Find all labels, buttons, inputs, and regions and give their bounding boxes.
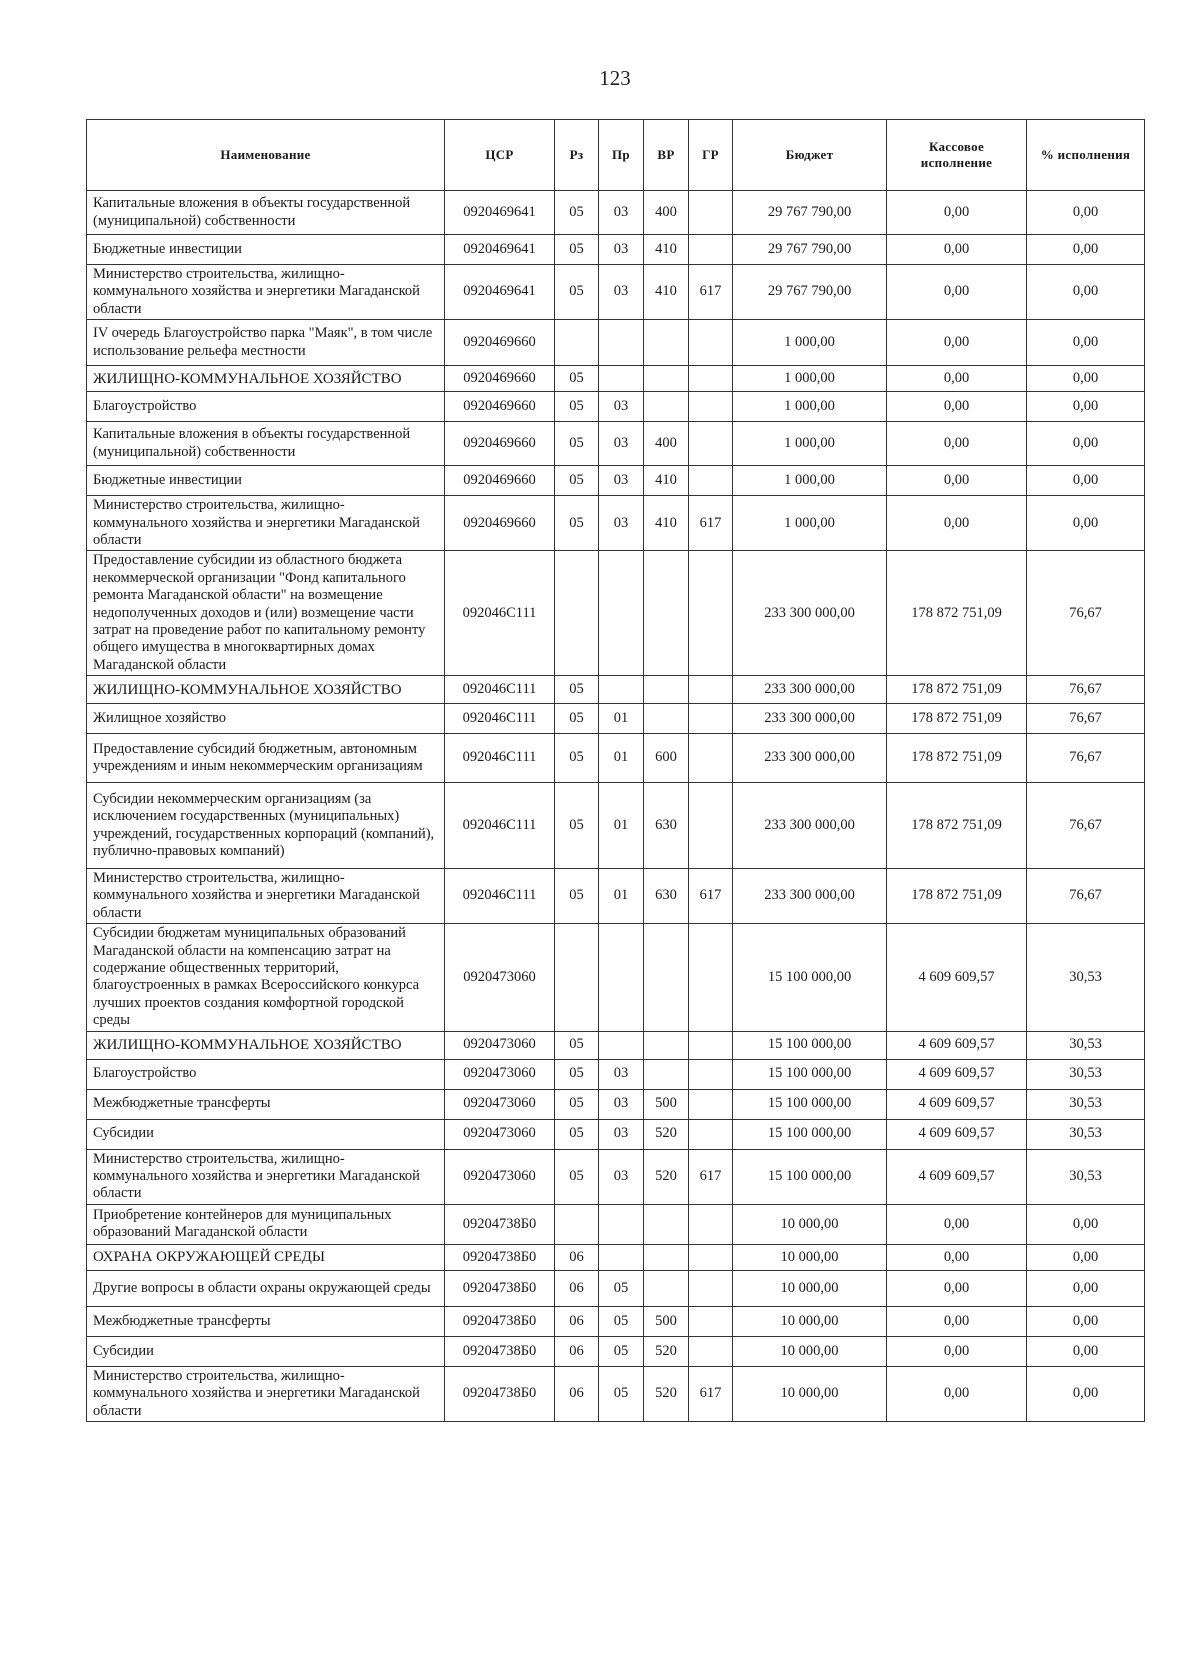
cell-gr <box>689 1059 733 1089</box>
cell-name: Субсидии бюджетам муниципальных образований Магаданской области на компенсацию затрат на содержание общественных территорий, благоустроенных в рамках Всероссийского конкурса лучших проектов создания комфортной городской среды <box>87 924 445 1031</box>
cell-rz: 05 <box>555 265 599 320</box>
table-row <box>87 704 1145 734</box>
cell-gr <box>689 1244 733 1270</box>
table-row <box>87 235 1145 265</box>
cell-budget: 1 000,00 <box>733 422 887 466</box>
cell-pr <box>599 320 644 366</box>
header-gr: ГР <box>689 120 733 191</box>
cell-percent-execution: 76,67 <box>1027 704 1145 734</box>
table-row <box>87 1059 1145 1089</box>
cell-csr: 0920469660 <box>445 320 555 366</box>
cell-pr: 03 <box>599 1089 644 1119</box>
cell-vr: 520 <box>644 1119 689 1149</box>
cell-vr <box>644 320 689 366</box>
cell-gr: 617 <box>689 869 733 924</box>
cell-pr: 03 <box>599 422 644 466</box>
cell-rz: 06 <box>555 1306 599 1336</box>
cell-percent-execution: 30,53 <box>1027 1089 1145 1119</box>
cell-rz: 06 <box>555 1366 599 1421</box>
cell-rz <box>555 320 599 366</box>
cell-cash-execution: 0,00 <box>887 422 1027 466</box>
cell-name: Капитальные вложения в объекты государственной (муниципальной) собственности <box>87 422 445 466</box>
table-row <box>87 1366 1145 1421</box>
cell-gr <box>689 734 733 783</box>
table-row <box>87 1031 1145 1059</box>
cell-csr: 0920469660 <box>445 392 555 422</box>
cell-cash-execution: 0,00 <box>887 1270 1027 1306</box>
cell-percent-execution: 0,00 <box>1027 1366 1145 1421</box>
cell-vr: 520 <box>644 1149 689 1204</box>
cell-name: Приобретение контейнеров для муниципальных образований Магаданской области <box>87 1204 445 1244</box>
cell-gr <box>689 676 733 704</box>
cell-pr: 03 <box>599 466 644 496</box>
cell-rz: 05 <box>555 392 599 422</box>
cell-cash-execution: 0,00 <box>887 392 1027 422</box>
header-cash-execution: Кассовое исполнение <box>887 120 1027 191</box>
table-row <box>87 1306 1145 1336</box>
cell-budget: 233 300 000,00 <box>733 783 887 869</box>
cell-vr <box>644 1244 689 1270</box>
cell-name: Субсидии некоммерческим организациям (за исключением государственных (муниципальных) учреждений, государственных корпораций (компаний), публично-правовых компаний) <box>87 783 445 869</box>
cell-gr <box>689 1031 733 1059</box>
cell-csr: 092046С111 <box>445 676 555 704</box>
cell-rz: 06 <box>555 1244 599 1270</box>
cell-vr: 520 <box>644 1366 689 1421</box>
cell-vr <box>644 1031 689 1059</box>
cell-budget: 1 000,00 <box>733 392 887 422</box>
cell-percent-execution: 76,67 <box>1027 869 1145 924</box>
cell-csr: 0920473060 <box>445 1059 555 1089</box>
cell-percent-execution: 0,00 <box>1027 1336 1145 1366</box>
table-row <box>87 1270 1145 1306</box>
cell-name: Благоустройство <box>87 1059 445 1089</box>
cell-percent-execution: 0,00 <box>1027 422 1145 466</box>
cell-pr <box>599 551 644 676</box>
cell-percent-execution: 0,00 <box>1027 496 1145 551</box>
cell-vr: 410 <box>644 235 689 265</box>
table-row <box>87 466 1145 496</box>
cell-budget: 1 000,00 <box>733 366 887 392</box>
cell-gr <box>689 392 733 422</box>
cell-rz: 05 <box>555 734 599 783</box>
cell-vr <box>644 704 689 734</box>
cell-name: Капитальные вложения в объекты государственной (муниципальной) собственности <box>87 191 445 235</box>
cell-percent-execution: 30,53 <box>1027 1149 1145 1204</box>
cell-pr <box>599 1244 644 1270</box>
cell-csr: 0920469641 <box>445 235 555 265</box>
cell-gr: 617 <box>689 496 733 551</box>
cell-rz: 05 <box>555 704 599 734</box>
cell-name: Министерство строительства, жилищно-коммунального хозяйства и энергетики Магаданской области <box>87 265 445 320</box>
cell-gr: 617 <box>689 1366 733 1421</box>
cell-percent-execution: 0,00 <box>1027 1204 1145 1244</box>
cell-budget: 1 000,00 <box>733 466 887 496</box>
cell-name: ЖИЛИЩНО-КОММУНАЛЬНОЕ ХОЗЯЙСТВО <box>87 1031 445 1059</box>
cell-name: Бюджетные инвестиции <box>87 235 445 265</box>
cell-csr: 0920469660 <box>445 466 555 496</box>
table-row <box>87 366 1145 392</box>
cell-vr: 500 <box>644 1306 689 1336</box>
cell-gr <box>689 422 733 466</box>
table-row <box>87 734 1145 783</box>
cell-rz: 05 <box>555 783 599 869</box>
cell-rz <box>555 924 599 1031</box>
cell-pr: 03 <box>599 191 644 235</box>
header-rz: Рз <box>555 120 599 191</box>
cell-gr <box>689 1089 733 1119</box>
table-row <box>87 496 1145 551</box>
cell-budget: 15 100 000,00 <box>733 1149 887 1204</box>
cell-gr <box>689 191 733 235</box>
table-row <box>87 1336 1145 1366</box>
cell-rz: 05 <box>555 869 599 924</box>
cell-name: Благоустройство <box>87 392 445 422</box>
table-row <box>87 392 1145 422</box>
cell-rz: 05 <box>555 191 599 235</box>
cell-vr: 630 <box>644 783 689 869</box>
cell-name: Субсидии <box>87 1336 445 1366</box>
cell-csr: 092046С111 <box>445 704 555 734</box>
cell-cash-execution: 4 609 609,57 <box>887 1149 1027 1204</box>
cell-cash-execution: 0,00 <box>887 235 1027 265</box>
cell-csr: 09204738Б0 <box>445 1270 555 1306</box>
cell-csr: 09204738Б0 <box>445 1366 555 1421</box>
cell-rz: 05 <box>555 422 599 466</box>
cell-cash-execution: 178 872 751,09 <box>887 783 1027 869</box>
cell-percent-execution: 30,53 <box>1027 1031 1145 1059</box>
table-row <box>87 1149 1145 1204</box>
cell-vr <box>644 1204 689 1244</box>
cell-pr: 05 <box>599 1270 644 1306</box>
cell-vr: 410 <box>644 466 689 496</box>
cell-name: Субсидии <box>87 1119 445 1149</box>
cell-rz: 06 <box>555 1270 599 1306</box>
cell-csr: 09204738Б0 <box>445 1306 555 1336</box>
header-row <box>87 120 1145 191</box>
cell-pr <box>599 366 644 392</box>
cell-vr: 410 <box>644 265 689 320</box>
cell-rz: 05 <box>555 1119 599 1149</box>
cell-name: Жилищное хозяйство <box>87 704 445 734</box>
cell-cash-execution: 178 872 751,09 <box>887 734 1027 783</box>
table-row <box>87 924 1145 1031</box>
cell-rz: 05 <box>555 1149 599 1204</box>
cell-rz <box>555 1204 599 1244</box>
cell-cash-execution: 178 872 751,09 <box>887 551 1027 676</box>
budget-execution-table <box>86 119 1145 1422</box>
cell-budget: 15 100 000,00 <box>733 1031 887 1059</box>
cell-name: Межбюджетные трансферты <box>87 1306 445 1336</box>
cell-name: ЖИЛИЩНО-КОММУНАЛЬНОЕ ХОЗЯЙСТВО <box>87 366 445 392</box>
cell-name: Межбюджетные трансферты <box>87 1089 445 1119</box>
cell-percent-execution: 0,00 <box>1027 366 1145 392</box>
table-row <box>87 551 1145 676</box>
cell-pr: 03 <box>599 1059 644 1089</box>
cell-cash-execution: 4 609 609,57 <box>887 924 1027 1031</box>
table-row <box>87 676 1145 704</box>
cell-pr: 03 <box>599 265 644 320</box>
cell-percent-execution: 0,00 <box>1027 1306 1145 1336</box>
cell-cash-execution: 4 609 609,57 <box>887 1031 1027 1059</box>
cell-csr: 0920469641 <box>445 191 555 235</box>
header-budget: Бюджет <box>733 120 887 191</box>
cell-pr: 03 <box>599 496 644 551</box>
cell-rz: 05 <box>555 466 599 496</box>
cell-pr: 01 <box>599 783 644 869</box>
cell-csr: 0920469660 <box>445 422 555 466</box>
cell-name: Министерство строительства, жилищно-коммунального хозяйства и энергетики Магаданской области <box>87 869 445 924</box>
cell-percent-execution: 0,00 <box>1027 466 1145 496</box>
page-number: 123 <box>599 66 631 90</box>
cell-percent-execution: 76,67 <box>1027 551 1145 676</box>
cell-rz: 05 <box>555 1059 599 1089</box>
cell-cash-execution: 0,00 <box>887 191 1027 235</box>
cell-cash-execution: 178 872 751,09 <box>887 869 1027 924</box>
cell-csr: 09204738Б0 <box>445 1244 555 1270</box>
cell-pr: 03 <box>599 1119 644 1149</box>
cell-vr: 630 <box>644 869 689 924</box>
cell-percent-execution: 0,00 <box>1027 392 1145 422</box>
cell-cash-execution: 0,00 <box>887 466 1027 496</box>
cell-vr <box>644 392 689 422</box>
cell-budget: 15 100 000,00 <box>733 1059 887 1089</box>
table-header <box>87 120 1145 191</box>
cell-csr: 0920473060 <box>445 1089 555 1119</box>
cell-cash-execution: 0,00 <box>887 1244 1027 1270</box>
cell-csr: 0920469660 <box>445 366 555 392</box>
cell-csr: 0920473060 <box>445 924 555 1031</box>
cell-budget: 29 767 790,00 <box>733 191 887 235</box>
cell-cash-execution: 4 609 609,57 <box>887 1089 1027 1119</box>
cell-name: Предоставление субсидий бюджетным, автономным учреждениям и иным некоммерческим организациям <box>87 734 445 783</box>
cell-percent-execution: 76,67 <box>1027 734 1145 783</box>
cell-rz: 05 <box>555 366 599 392</box>
cell-budget: 10 000,00 <box>733 1204 887 1244</box>
cell-gr <box>689 1204 733 1244</box>
cell-name: IV очередь Благоустройство парка "Маяк", в том числе использование рельефа местности <box>87 320 445 366</box>
cell-budget: 15 100 000,00 <box>733 924 887 1031</box>
cell-percent-execution: 0,00 <box>1027 191 1145 235</box>
cell-percent-execution: 30,53 <box>1027 1059 1145 1089</box>
header-pr: Пр <box>599 120 644 191</box>
cell-percent-execution: 30,53 <box>1027 1119 1145 1149</box>
cell-gr <box>689 551 733 676</box>
cell-pr: 05 <box>599 1366 644 1421</box>
cell-csr: 0920473060 <box>445 1119 555 1149</box>
cell-percent-execution: 0,00 <box>1027 265 1145 320</box>
cell-percent-execution: 0,00 <box>1027 320 1145 366</box>
cell-gr <box>689 1270 733 1306</box>
cell-cash-execution: 0,00 <box>887 496 1027 551</box>
cell-vr <box>644 366 689 392</box>
table-row <box>87 1119 1145 1149</box>
cell-cash-execution: 4 609 609,57 <box>887 1119 1027 1149</box>
cell-gr <box>689 783 733 869</box>
table-row <box>87 869 1145 924</box>
cell-budget: 10 000,00 <box>733 1336 887 1366</box>
cell-csr: 092046С111 <box>445 783 555 869</box>
cell-percent-execution: 76,67 <box>1027 783 1145 869</box>
cell-gr <box>689 924 733 1031</box>
table-row <box>87 1089 1145 1119</box>
cell-pr: 01 <box>599 869 644 924</box>
cell-csr: 0920469660 <box>445 496 555 551</box>
table-row <box>87 1204 1145 1244</box>
cell-csr: 09204738Б0 <box>445 1336 555 1366</box>
header-vr: ВР <box>644 120 689 191</box>
cell-pr <box>599 1031 644 1059</box>
cell-rz: 06 <box>555 1336 599 1366</box>
cell-csr: 0920469641 <box>445 265 555 320</box>
cell-name: ЖИЛИЩНО-КОММУНАЛЬНОЕ ХОЗЯЙСТВО <box>87 676 445 704</box>
table-row <box>87 422 1145 466</box>
cell-percent-execution: 30,53 <box>1027 924 1145 1031</box>
cell-budget: 29 767 790,00 <box>733 265 887 320</box>
cell-csr: 0920473060 <box>445 1031 555 1059</box>
cell-percent-execution: 76,67 <box>1027 676 1145 704</box>
cell-name: Предоставление субсидии из областного бюджета некоммерческой организации "Фонд капитального ремонта Магаданской области" на возмещение недополученных доходов и (или) возмещение части затрат на проведение работ по капитальному ремонту общего имущества в многоквартирных домах Магаданской области <box>87 551 445 676</box>
cell-percent-execution: 0,00 <box>1027 1244 1145 1270</box>
table-row <box>87 191 1145 235</box>
cell-vr <box>644 551 689 676</box>
cell-cash-execution: 4 609 609,57 <box>887 1059 1027 1089</box>
cell-name: ОХРАНА ОКРУЖАЮЩЕЙ СРЕДЫ <box>87 1244 445 1270</box>
cell-vr: 400 <box>644 191 689 235</box>
cell-budget: 233 300 000,00 <box>733 734 887 783</box>
cell-cash-execution: 0,00 <box>887 320 1027 366</box>
cell-vr <box>644 1270 689 1306</box>
header-csr: ЦСР <box>445 120 555 191</box>
cell-budget: 15 100 000,00 <box>733 1119 887 1149</box>
table-body <box>87 191 1145 1422</box>
cell-cash-execution: 0,00 <box>887 1204 1027 1244</box>
cell-rz: 05 <box>555 1031 599 1059</box>
cell-budget: 233 300 000,00 <box>733 704 887 734</box>
cell-rz: 05 <box>555 1089 599 1119</box>
cell-budget: 233 300 000,00 <box>733 551 887 676</box>
cell-cash-execution: 178 872 751,09 <box>887 704 1027 734</box>
cell-csr: 0920473060 <box>445 1149 555 1204</box>
cell-gr <box>689 1119 733 1149</box>
cell-budget: 233 300 000,00 <box>733 869 887 924</box>
cell-budget: 233 300 000,00 <box>733 676 887 704</box>
cell-pr <box>599 924 644 1031</box>
cell-cash-execution: 0,00 <box>887 366 1027 392</box>
cell-cash-execution: 0,00 <box>887 1366 1027 1421</box>
cell-vr: 400 <box>644 422 689 466</box>
cell-vr <box>644 676 689 704</box>
table-row <box>87 265 1145 320</box>
cell-name: Бюджетные инвестиции <box>87 466 445 496</box>
cell-pr: 01 <box>599 704 644 734</box>
cell-pr: 03 <box>599 235 644 265</box>
cell-name: Министерство строительства, жилищно-коммунального хозяйства и энергетики Магаданской области <box>87 1366 445 1421</box>
cell-percent-execution: 0,00 <box>1027 1270 1145 1306</box>
cell-rz <box>555 551 599 676</box>
cell-percent-execution: 0,00 <box>1027 235 1145 265</box>
cell-budget: 10 000,00 <box>733 1244 887 1270</box>
cell-cash-execution: 0,00 <box>887 265 1027 320</box>
cell-gr <box>689 366 733 392</box>
cell-rz: 05 <box>555 676 599 704</box>
cell-cash-execution: 0,00 <box>887 1336 1027 1366</box>
cell-budget: 29 767 790,00 <box>733 235 887 265</box>
cell-budget: 10 000,00 <box>733 1366 887 1421</box>
cell-pr: 03 <box>599 1149 644 1204</box>
cell-vr: 600 <box>644 734 689 783</box>
cell-budget: 1 000,00 <box>733 496 887 551</box>
cell-rz: 05 <box>555 496 599 551</box>
table-row <box>87 320 1145 366</box>
cell-gr <box>689 466 733 496</box>
cell-gr: 617 <box>689 265 733 320</box>
cell-gr <box>689 704 733 734</box>
cell-budget: 10 000,00 <box>733 1270 887 1306</box>
cell-pr: 05 <box>599 1336 644 1366</box>
cell-vr <box>644 924 689 1031</box>
cell-vr: 410 <box>644 496 689 551</box>
cell-gr <box>689 1336 733 1366</box>
cell-budget: 10 000,00 <box>733 1306 887 1336</box>
cell-cash-execution: 178 872 751,09 <box>887 676 1027 704</box>
cell-rz: 05 <box>555 235 599 265</box>
cell-gr <box>689 1306 733 1336</box>
cell-name: Министерство строительства, жилищно-коммунального хозяйства и энергетики Магаданской области <box>87 496 445 551</box>
cell-pr <box>599 1204 644 1244</box>
cell-vr: 500 <box>644 1089 689 1119</box>
cell-budget: 1 000,00 <box>733 320 887 366</box>
cell-csr: 09204738Б0 <box>445 1204 555 1244</box>
cell-name: Министерство строительства, жилищно-коммунального хозяйства и энергетики Магаданской области <box>87 1149 445 1204</box>
cell-budget: 15 100 000,00 <box>733 1089 887 1119</box>
cell-vr: 520 <box>644 1336 689 1366</box>
header-percent-execution: % исполнения <box>1027 120 1145 191</box>
cell-pr: 03 <box>599 392 644 422</box>
cell-gr: 617 <box>689 1149 733 1204</box>
cell-pr <box>599 676 644 704</box>
cell-csr: 092046С111 <box>445 551 555 676</box>
cell-csr: 092046С111 <box>445 734 555 783</box>
cell-pr: 05 <box>599 1306 644 1336</box>
cell-cash-execution: 0,00 <box>887 1306 1027 1336</box>
cell-vr <box>644 1059 689 1089</box>
table-row <box>87 783 1145 869</box>
cell-gr <box>689 235 733 265</box>
cell-csr: 092046С111 <box>445 869 555 924</box>
table-row <box>87 1244 1145 1270</box>
cell-name: Другие вопросы в области охраны окружающей среды <box>87 1270 445 1306</box>
header-name: Наименование <box>87 120 445 191</box>
cell-pr: 01 <box>599 734 644 783</box>
cell-gr <box>689 320 733 366</box>
